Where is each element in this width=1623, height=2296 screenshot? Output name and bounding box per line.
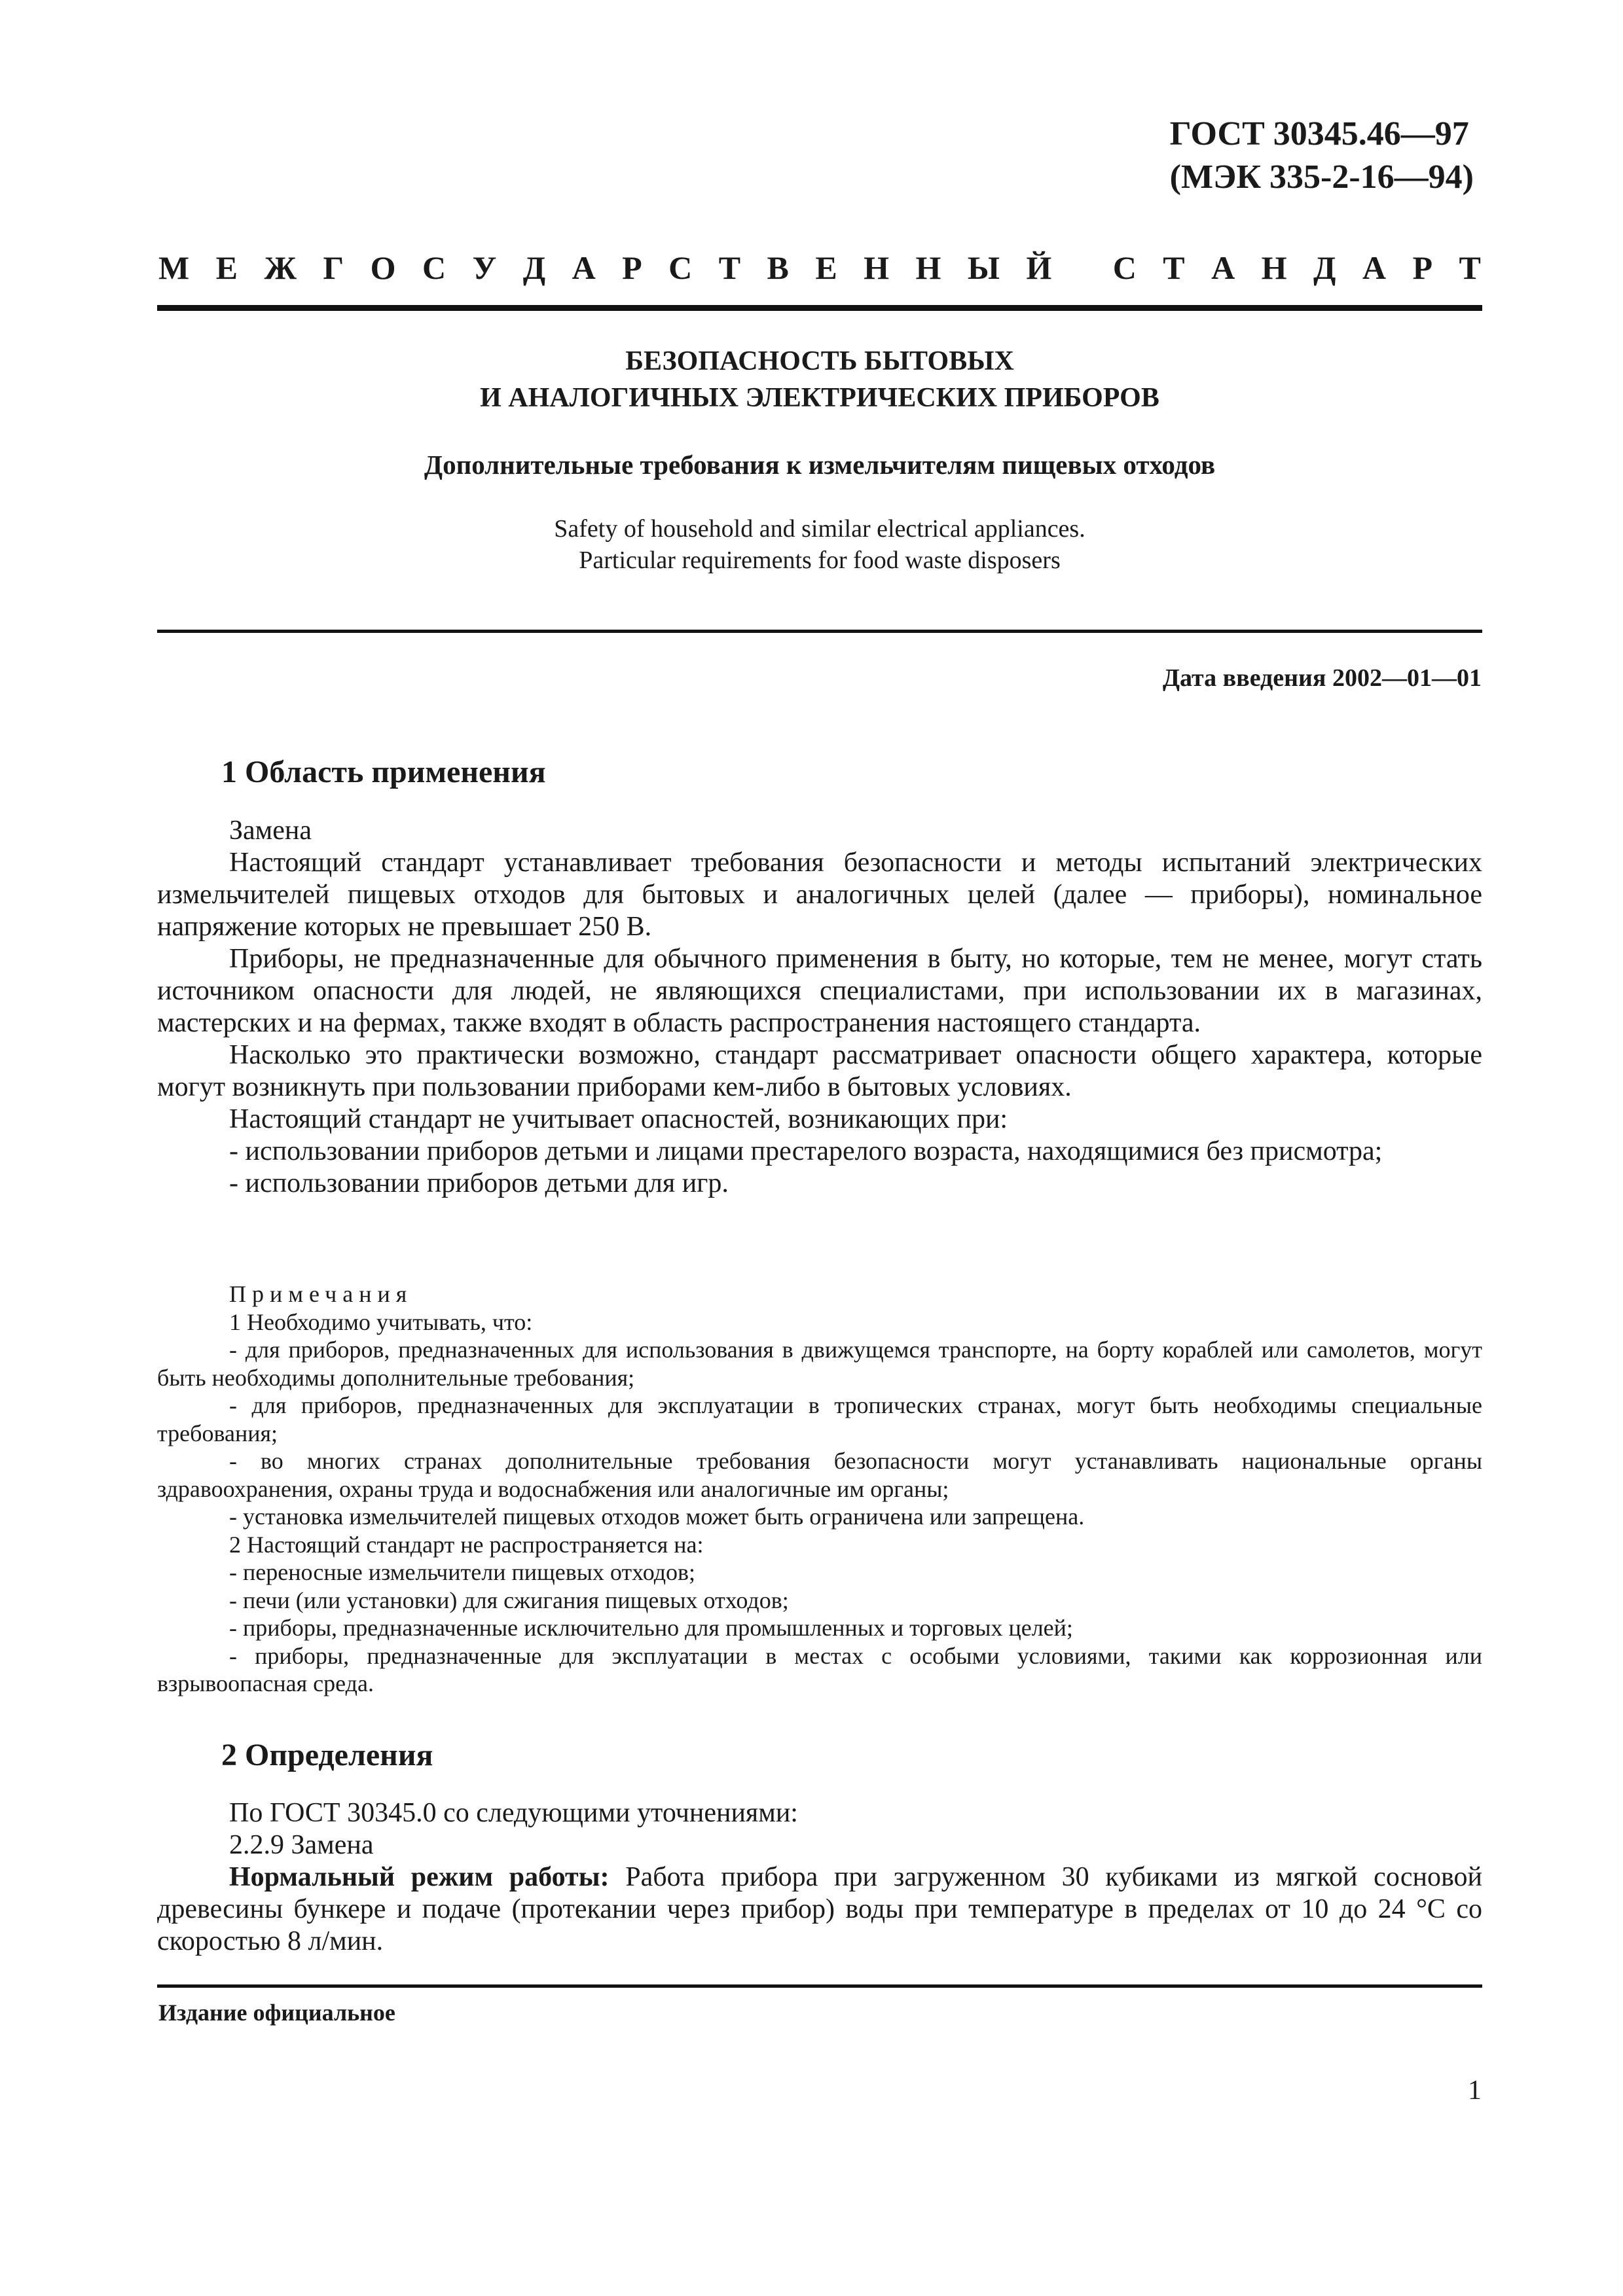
banner-letter: Д [522,249,546,286]
definition-term: Нормальный режим работы: [229,1862,610,1892]
definition-text: Работа прибора при загруженном 30 кубиками из мягкой сосновой древесины бункере и подаче (протекании через прибор) воды при температуре в пределах от 10 до 24 °С со скоростью 8 л/мин. [157,1862,1483,1956]
title-rule [157,630,1482,633]
paragraph: Настоящий стандарт не учитывает опасностей, возникающих при: [229,1104,1008,1134]
document-title [157,343,1482,416]
banner-letter: Е [815,249,837,286]
list-item: - использовании приборов детьми и лицами престарелого возраста, находящимися без присмотра; [229,1136,1383,1166]
banner-letter: А [572,249,596,286]
banner-letter: М [158,249,190,286]
note-item: 2 Настоящий стандарт не распространяется на: [229,1531,704,1558]
banner-letter: С [422,249,447,286]
note-item: - для приборов, предназначенных для использования в движущемся транспорте, на борту кораблей или самолетов, могут быть необходимы дополнительные требования; [157,1336,1482,1391]
note-item: - для приборов, предназначенных для эксплуатации в тропических странах, могут быть необходимы специальные требования; [157,1392,1482,1446]
banner-letter: Г [323,249,344,286]
paragraph: 2.2.9 Замена [229,1830,374,1860]
banner-letter: С [1112,249,1137,286]
banner-letter: Й [1026,249,1052,286]
banner-letter: Е [215,249,238,286]
section-1-body [157,815,1482,1200]
definition-paragraph [157,1861,1482,1958]
note-item: - переносные измельчители пищевых отходов; [229,1559,696,1585]
banner-letter: Т [718,249,741,286]
note-item: - приборы, предназначенные для эксплуатации в местах с особыми условиями, такими как коррозионная или взрывоопасная среда. [157,1642,1482,1696]
paragraph: По ГОСТ 30345.0 со следующими уточнениями: [229,1798,798,1828]
section-2-body [157,1797,1482,1958]
gost-designation [1170,113,1474,199]
banner-letter: Т [1459,249,1481,286]
title-line-1: БЕЗОПАСНОСТЬ БЫТОВЫХ [625,346,1014,376]
banner-letter: Р [1412,249,1432,286]
note-item: - установка измельчителей пищевых отходов может быть ограничена или запрещена. [229,1503,1085,1530]
note-item: - приборы, предназначенные исключительно для промышленных и торговых целей; [229,1615,1073,1641]
banner-letter: Р [622,249,642,286]
banner-letter: О [370,249,396,286]
page-number: 1 [1468,2075,1482,2106]
banner-letter: Н [1261,249,1287,286]
paragraph: Настоящий стандарт устанавливает требования безопасности и методы испытаний электрических измельчителей пищевых отходов для бытовых и аналогичных целей (далее — приборы), номинальное напряжение которых не превышает 250 В. [157,848,1482,942]
iec-number: (МЭК 335-2-16—94) [1169,158,1474,196]
title-line-2: И АНАЛОГИЧНЫХ ЭЛЕКТРИЧЕСКИХ ПРИБОРОВ [480,383,1159,413]
list-item: - использовании приборов детьми для игр. [229,1168,729,1198]
note-item: - печи (или установки) для сжигания пищевых отходов; [229,1587,789,1613]
document-subtitle: Дополнительные требования к измельчителям пищевых отходов [424,450,1216,480]
paragraph: Насколько это практически возможно, стандарт рассматривает опасности общего характера, которые могут возникнуть при пользовании приборами кем-либо в бытовых условиях. [157,1040,1482,1102]
banner-letter: В [767,249,789,286]
banner-letter: А [1362,249,1386,286]
notes-heading: Примечания [229,1281,413,1307]
banner-letter: Н [864,249,890,286]
banner-letter: Ж [264,249,297,286]
banner-gap [1078,249,1087,287]
section-1-notes [157,1280,1482,1698]
banner-letter: Д [1313,249,1336,286]
introduction-date: Дата введения 2002—01—01 [1162,664,1482,692]
paragraph: Замена [229,816,312,846]
note-item: - во многих странах дополнительные требования безопасности могут устанавливать национальные органы здравоохранения, охраны труда и водоснабжения или аналогичные им органы; [157,1448,1482,1502]
paragraph: Приборы, не предназначенные для обычного применения в быту, но которые, тем не менее, могут стать источником опасности для людей, не являющихся специалистами, при использовании их в магазинах, мастерских и на фермах, также входят в область распространения настоящего стандарта. [157,944,1482,1038]
header-rule [157,305,1482,311]
banner-letter: Т [1163,249,1185,286]
banner-letter: У [472,249,497,286]
banner-letter: Н [915,249,941,286]
section-1-heading: 1 Область применения [221,755,546,789]
gost-number: ГОСТ 30345.46—97 [1169,115,1469,152]
section-2-heading: 2 Определения [221,1738,433,1772]
banner-letter: С [668,249,693,286]
interstate-standard-banner [158,249,1481,287]
english-title-line-1: Safety of household and similar electrical appliances. [554,515,1085,543]
banner-letter: Ы [967,249,1000,286]
english-title [157,513,1482,576]
note-item: 1 Необходимо учитывать, что: [229,1308,533,1335]
edition-label: Издание официальное [158,2000,395,2026]
footer-rule [157,1984,1482,1988]
banner-letter: А [1211,249,1235,286]
english-title-line-2: Particular requirements for food waste disposers [579,547,1061,574]
